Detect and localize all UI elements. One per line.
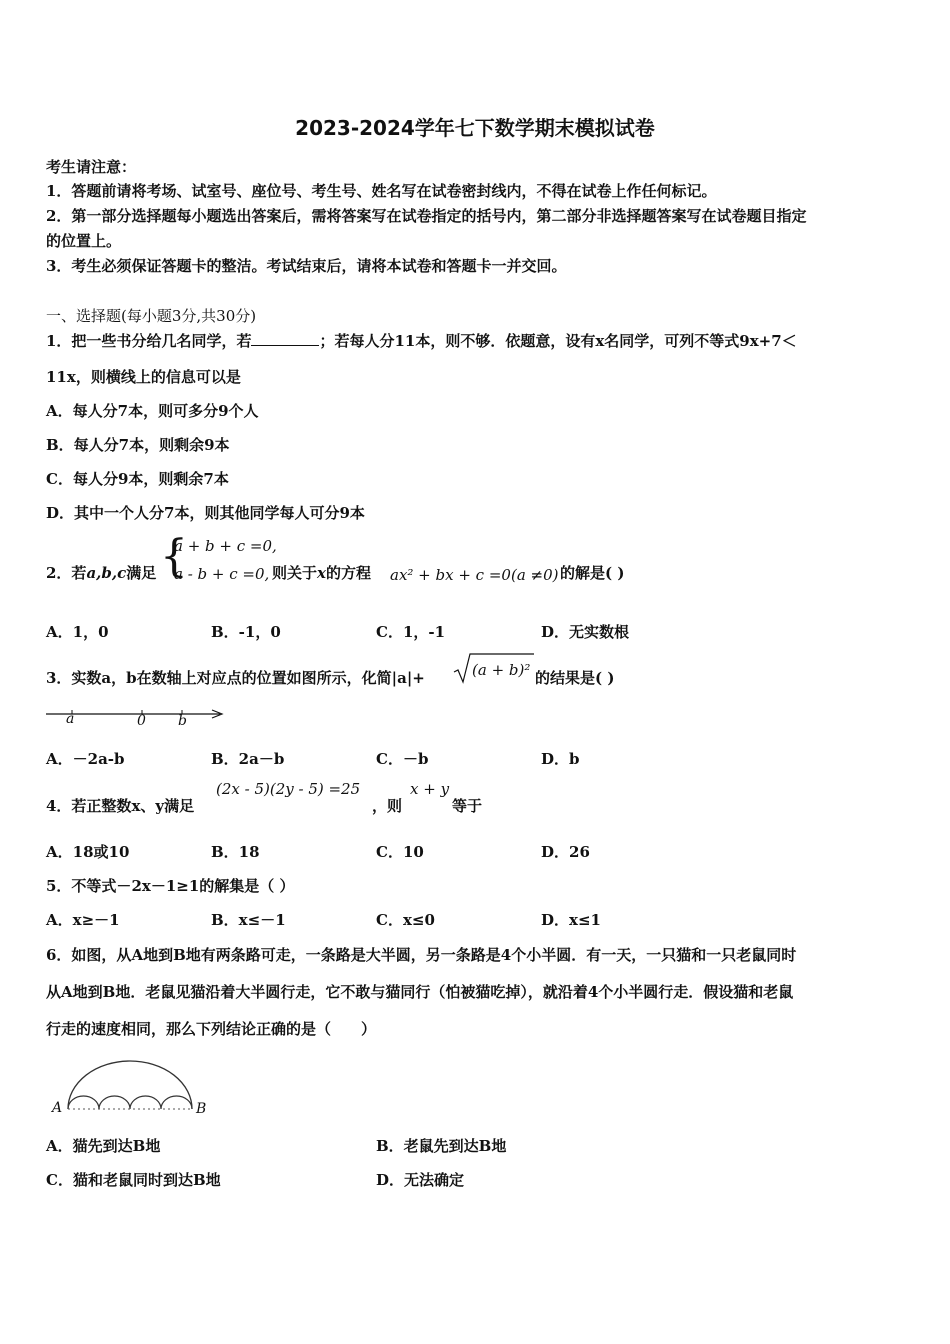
- notice-item: 1．答题前请将考场、试室号、座位号、考生号、姓名写在试卷密封线内，不得在试卷上作任何标记。: [46, 182, 717, 200]
- q4-option-a: A．18或10: [46, 843, 130, 861]
- q2-eq2: a - b + c =0,: [174, 565, 270, 583]
- q6-option-d: D．无法确定: [376, 1171, 465, 1189]
- q1-option-a: A．每人分7本，则可多分9个人: [46, 402, 259, 420]
- q2-prefix: [46, 562, 156, 583]
- axis-label-a: a: [66, 711, 75, 727]
- notice-item: 2．第一部分选择题每小题选出答案后，需将答案写在试卷指定的括号内，第二部分非选择题答案写在试卷题目指定: [46, 207, 807, 225]
- q4-text: 4．若正整数x、y满足: [46, 797, 195, 815]
- q6-option-c: C．猫和老鼠同时到达B地: [46, 1171, 221, 1189]
- q2-option-a: A．1，0: [46, 623, 109, 641]
- q3-sqrt-content: (a + b)²: [472, 661, 531, 679]
- q1-option-b: B．每人分7本，则剩余9本: [46, 436, 230, 454]
- q4-then: ，则: [372, 797, 403, 815]
- q5-text: 5．不等式－2x－1≥1的解集是（ ）: [46, 877, 295, 895]
- q5-option-b: B．x≤－1: [211, 911, 286, 929]
- q2-suffix: 的解是( ): [560, 564, 625, 582]
- q2-eq1: a + b + c =0,: [174, 537, 277, 555]
- q1-blank: [251, 333, 319, 346]
- q2-option-c: C．1，-1: [376, 623, 446, 641]
- axis-label-0: 0: [137, 713, 146, 729]
- q6-option-a: A．猫先到达B地: [46, 1137, 161, 1155]
- q6-line-3: 行走的速度相同，那么下列结论正确的是（ ）: [46, 1020, 377, 1038]
- q5-option-c: C．x≤0: [376, 911, 435, 929]
- q4-suffix: 等于: [452, 797, 483, 815]
- page-title: 2023-2024学年七下数学期末模拟试卷: [295, 116, 655, 140]
- notice-item: 3．考生必须保证答题卡的整洁。考试结束后，请将本试卷和答题卡一并交回。: [46, 257, 567, 275]
- q5-option-d: D．x≤1: [541, 911, 601, 929]
- q2-after2: 的方程: [325, 564, 371, 582]
- q1-option-d: D．其中一个人分7本，则其他同学每人可分9本: [46, 504, 365, 522]
- q4-equation: (2x - 5)(2y - 5) =25: [216, 780, 361, 798]
- q2-option-b: B．-1，0: [211, 623, 281, 641]
- q3-suffix: 的结果是( ): [535, 669, 615, 687]
- q3-option-c: C．－b: [376, 750, 429, 768]
- q3-option-b: B．2a－b: [211, 750, 285, 768]
- figure-label-b: B: [196, 1101, 207, 1117]
- notice-item: 的位置上。: [46, 232, 122, 250]
- q3-text: 3．实数a，b在数轴上对应点的位置如图所示，化简|a|+: [46, 669, 425, 687]
- q6-option-b: B．老鼠先到达B地: [376, 1137, 507, 1155]
- figure-label-a: A: [52, 1100, 63, 1116]
- q1-text-b: ；若每人分11本，则不够．依题意，设有x名同学，可列不等式9x+7＜: [319, 332, 797, 350]
- notice-heading: 考生请注意：: [46, 158, 137, 176]
- q2-after: [272, 562, 371, 583]
- q2-equation: ax² + bx + c =0(a ≠0): [390, 566, 559, 584]
- q4-option-b: B．18: [211, 843, 260, 861]
- q2-vars: a,b,c: [86, 564, 127, 582]
- question-1-line-1: [46, 330, 797, 351]
- q2-after-text: 则关于: [272, 564, 318, 582]
- section-heading: 一、选择题(每小题3分,共30分): [46, 307, 257, 325]
- axis-label-b: b: [178, 713, 187, 729]
- q3-option-a: A．－2a-b: [46, 750, 125, 768]
- q1-text-a: 1．把一些书分给几名同学，若: [46, 332, 252, 350]
- q4-expr: x + y: [410, 780, 450, 798]
- q5-option-a: A．x≥－1: [46, 911, 120, 929]
- q6-line-2: 从A地到B地．老鼠见猫沿着大半圆行走，它不敢与猫同行（怕被猫吃掉），就沿着4个小半圆行走．假设猫和老鼠: [46, 983, 794, 1001]
- question-1-line-2: 11x，则横线上的信息可以是: [46, 368, 241, 386]
- q1-option-c: C．每人分9本，则剩余7本: [46, 470, 229, 488]
- q2-mid: 满足: [126, 564, 157, 582]
- q2-option-d: D．无实数根: [541, 623, 630, 641]
- q4-option-d: D．26: [541, 843, 590, 861]
- q3-option-d: D．b: [541, 750, 580, 768]
- q2-brace: {: [160, 531, 188, 582]
- q2-x: x: [317, 564, 326, 582]
- semicircle-figure: [60, 1055, 210, 1115]
- q4-option-c: C．10: [376, 843, 424, 861]
- q2-prefix-text: 2．若: [46, 564, 87, 582]
- q6-line-1: 6．如图，从A地到B地有两条路可走，一条路是大半圆，另一条路是4个小半圆．有一天，一只猫和一只老鼠同时: [46, 946, 797, 964]
